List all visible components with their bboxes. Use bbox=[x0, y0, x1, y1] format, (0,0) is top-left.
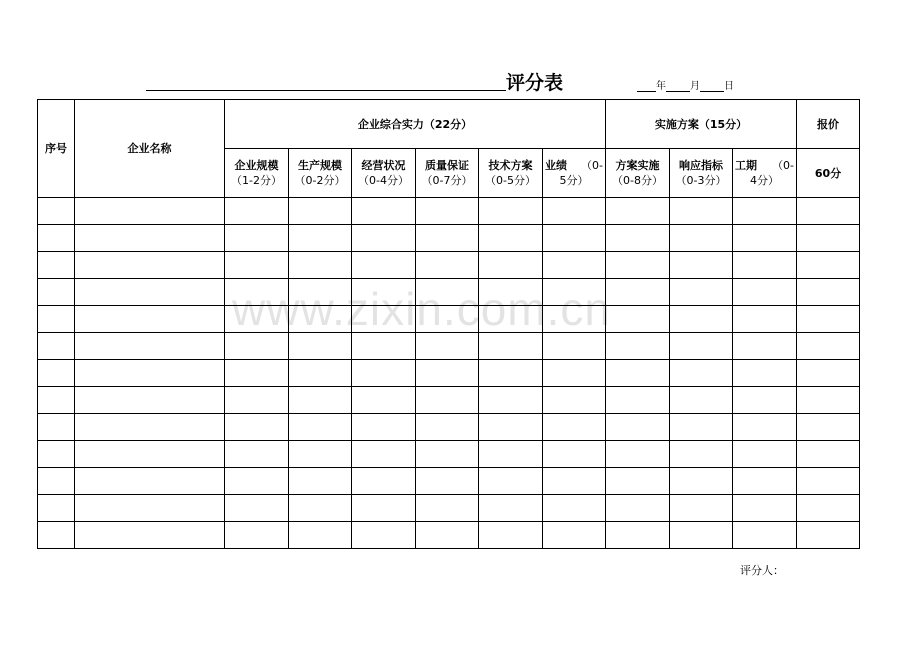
table-cell[interactable] bbox=[797, 198, 860, 225]
table-cell[interactable] bbox=[416, 414, 479, 441]
table-cell[interactable] bbox=[606, 360, 670, 387]
table-cell[interactable] bbox=[797, 252, 860, 279]
table-cell[interactable] bbox=[543, 414, 606, 441]
table-cell[interactable] bbox=[289, 495, 352, 522]
table-cell[interactable] bbox=[75, 225, 225, 252]
date-field bbox=[637, 77, 734, 92]
table-cell[interactable] bbox=[797, 441, 860, 468]
table-cell[interactable] bbox=[225, 225, 289, 252]
table-cell[interactable] bbox=[289, 522, 352, 549]
table-cell[interactable] bbox=[797, 414, 860, 441]
sub-header-scale: 企业规模 （1-2分） bbox=[225, 149, 289, 198]
table-cell[interactable] bbox=[38, 468, 75, 495]
table-cell[interactable] bbox=[75, 333, 225, 360]
sub-header-technical: 技术方案 （0-5分） bbox=[479, 149, 543, 198]
table-cell[interactable] bbox=[75, 252, 225, 279]
table-cell[interactable] bbox=[289, 414, 352, 441]
project-name-blank bbox=[146, 90, 506, 91]
table-cell[interactable] bbox=[352, 198, 416, 225]
table-cell[interactable] bbox=[543, 225, 606, 252]
table-cell[interactable] bbox=[38, 495, 75, 522]
table-cell[interactable] bbox=[733, 252, 797, 279]
table-cell[interactable] bbox=[289, 387, 352, 414]
table-cell[interactable] bbox=[225, 252, 289, 279]
table-cell[interactable] bbox=[606, 522, 670, 549]
table-cell[interactable] bbox=[543, 441, 606, 468]
table-cell[interactable] bbox=[670, 360, 733, 387]
table-row bbox=[38, 522, 860, 549]
table-cell[interactable] bbox=[479, 522, 543, 549]
table-cell[interactable] bbox=[670, 198, 733, 225]
scorer-label: 评分人： bbox=[740, 564, 784, 577]
table-row bbox=[38, 360, 860, 387]
table-cell[interactable] bbox=[606, 387, 670, 414]
table-cell[interactable] bbox=[225, 387, 289, 414]
table-cell[interactable] bbox=[352, 495, 416, 522]
table-cell[interactable] bbox=[797, 360, 860, 387]
table-row bbox=[38, 441, 860, 468]
table-cell[interactable] bbox=[543, 468, 606, 495]
table-cell[interactable] bbox=[543, 495, 606, 522]
table-cell[interactable] bbox=[606, 495, 670, 522]
table-cell[interactable] bbox=[289, 252, 352, 279]
table-row bbox=[38, 252, 860, 279]
table-cell[interactable] bbox=[225, 414, 289, 441]
table-cell[interactable] bbox=[352, 468, 416, 495]
table-cell[interactable] bbox=[416, 522, 479, 549]
table-cell[interactable] bbox=[75, 306, 225, 333]
year-blank bbox=[637, 80, 656, 92]
table-cell[interactable] bbox=[75, 387, 225, 414]
table-cell[interactable] bbox=[225, 360, 289, 387]
table-cell[interactable] bbox=[479, 495, 543, 522]
table-cell[interactable] bbox=[289, 225, 352, 252]
table-cell[interactable] bbox=[606, 252, 670, 279]
group-header-plan: 实施方案（15分） bbox=[606, 100, 797, 149]
sub-header-implementation: 方案实施 （0-8分） bbox=[606, 149, 670, 198]
table-cell[interactable] bbox=[416, 360, 479, 387]
table-cell[interactable] bbox=[797, 522, 860, 549]
table-cell[interactable] bbox=[797, 225, 860, 252]
month-blank bbox=[666, 80, 690, 92]
table-cell[interactable] bbox=[38, 387, 75, 414]
table-cell[interactable] bbox=[733, 414, 797, 441]
table-cell[interactable] bbox=[606, 333, 670, 360]
form-title: 评分表 bbox=[506, 72, 564, 94]
table-cell[interactable] bbox=[479, 468, 543, 495]
table-cell[interactable] bbox=[543, 198, 606, 225]
table-cell[interactable] bbox=[606, 198, 670, 225]
table-cell[interactable] bbox=[289, 333, 352, 360]
table-row bbox=[38, 495, 860, 522]
table-cell[interactable] bbox=[733, 306, 797, 333]
table-cell[interactable] bbox=[479, 252, 543, 279]
table-cell[interactable] bbox=[75, 468, 225, 495]
table-cell[interactable] bbox=[670, 225, 733, 252]
table-row bbox=[38, 198, 860, 225]
table-cell[interactable] bbox=[416, 225, 479, 252]
table-cell[interactable] bbox=[38, 252, 75, 279]
watermark: www.zixin.com.cn bbox=[232, 283, 611, 335]
year-label: 年 bbox=[656, 81, 666, 92]
table-cell[interactable] bbox=[38, 414, 75, 441]
table-cell[interactable] bbox=[225, 522, 289, 549]
table-cell[interactable] bbox=[606, 306, 670, 333]
table-cell[interactable] bbox=[479, 414, 543, 441]
table-cell[interactable] bbox=[225, 198, 289, 225]
price-score-header: 60分 bbox=[797, 149, 860, 198]
table-cell[interactable] bbox=[797, 387, 860, 414]
table-cell[interactable] bbox=[225, 495, 289, 522]
table-cell[interactable] bbox=[797, 333, 860, 360]
table-cell[interactable] bbox=[733, 225, 797, 252]
table-cell[interactable] bbox=[352, 225, 416, 252]
table-cell[interactable] bbox=[352, 387, 416, 414]
table-cell[interactable] bbox=[606, 279, 670, 306]
col-header-company: 企业名称 bbox=[75, 100, 225, 198]
table-cell[interactable] bbox=[479, 441, 543, 468]
table-cell[interactable] bbox=[733, 333, 797, 360]
table-cell[interactable] bbox=[38, 333, 75, 360]
table-cell[interactable] bbox=[733, 522, 797, 549]
sub-header-performance: 业绩 （0- 5分） bbox=[543, 149, 606, 198]
table-cell[interactable] bbox=[352, 441, 416, 468]
table-cell[interactable] bbox=[479, 198, 543, 225]
table-cell[interactable] bbox=[670, 468, 733, 495]
table-cell[interactable] bbox=[352, 522, 416, 549]
table-cell[interactable] bbox=[225, 333, 289, 360]
table-cell[interactable] bbox=[416, 198, 479, 225]
table-cell[interactable] bbox=[670, 441, 733, 468]
table-cell[interactable] bbox=[543, 387, 606, 414]
table-cell[interactable] bbox=[75, 279, 225, 306]
table-cell[interactable] bbox=[416, 468, 479, 495]
sub-header-quality: 质量保证 （0-7分） bbox=[416, 149, 479, 198]
table-cell[interactable] bbox=[606, 225, 670, 252]
table-cell[interactable] bbox=[38, 198, 75, 225]
sub-header-production: 生产规模 （0-2分） bbox=[289, 149, 352, 198]
table-cell[interactable] bbox=[670, 252, 733, 279]
table-cell[interactable] bbox=[670, 495, 733, 522]
table-cell[interactable] bbox=[733, 198, 797, 225]
table-cell[interactable] bbox=[479, 387, 543, 414]
table-cell[interactable] bbox=[416, 441, 479, 468]
col-header-price: 报价 bbox=[797, 100, 860, 149]
table-cell[interactable] bbox=[416, 252, 479, 279]
sub-header-operation: 经营状况 （0-4分） bbox=[352, 149, 416, 198]
table-cell[interactable] bbox=[670, 279, 733, 306]
table-cell[interactable] bbox=[797, 468, 860, 495]
table-cell[interactable] bbox=[670, 306, 733, 333]
table-cell[interactable] bbox=[352, 252, 416, 279]
table-cell[interactable] bbox=[733, 468, 797, 495]
day-blank bbox=[700, 80, 724, 92]
table-cell[interactable] bbox=[75, 198, 225, 225]
table-cell[interactable] bbox=[38, 225, 75, 252]
table-cell[interactable] bbox=[352, 333, 416, 360]
table-cell[interactable] bbox=[416, 333, 479, 360]
table-cell[interactable] bbox=[38, 360, 75, 387]
table-cell[interactable] bbox=[289, 468, 352, 495]
table-cell[interactable] bbox=[38, 279, 75, 306]
table-cell[interactable] bbox=[75, 441, 225, 468]
table-row bbox=[38, 468, 860, 495]
table-cell[interactable] bbox=[352, 360, 416, 387]
sub-header-response: 响应指标 （0-3分） bbox=[670, 149, 733, 198]
table-cell[interactable] bbox=[543, 333, 606, 360]
day-label: 日 bbox=[724, 81, 734, 92]
col-header-no: 序号 bbox=[38, 100, 75, 198]
table-cell[interactable] bbox=[289, 198, 352, 225]
table-cell[interactable] bbox=[416, 495, 479, 522]
header-row-1 bbox=[38, 100, 860, 149]
table-body bbox=[38, 198, 860, 549]
table-cell[interactable] bbox=[670, 333, 733, 360]
table-cell[interactable] bbox=[733, 495, 797, 522]
table-cell[interactable] bbox=[670, 387, 733, 414]
table-cell[interactable] bbox=[352, 414, 416, 441]
table-cell[interactable] bbox=[606, 468, 670, 495]
month-label: 月 bbox=[690, 81, 700, 92]
table-cell[interactable] bbox=[38, 522, 75, 549]
table-row bbox=[38, 414, 860, 441]
table-cell[interactable] bbox=[670, 414, 733, 441]
table-cell[interactable] bbox=[75, 360, 225, 387]
table-cell[interactable] bbox=[479, 333, 543, 360]
table-cell[interactable] bbox=[75, 495, 225, 522]
table-row bbox=[38, 387, 860, 414]
table-cell[interactable] bbox=[289, 441, 352, 468]
table-cell[interactable] bbox=[733, 441, 797, 468]
table-cell[interactable] bbox=[606, 441, 670, 468]
table-cell[interactable] bbox=[225, 468, 289, 495]
table-cell[interactable] bbox=[797, 279, 860, 306]
table-cell[interactable] bbox=[38, 441, 75, 468]
table-cell[interactable] bbox=[797, 306, 860, 333]
table-cell[interactable] bbox=[733, 360, 797, 387]
table-cell[interactable] bbox=[606, 414, 670, 441]
table-cell[interactable] bbox=[416, 387, 479, 414]
group-header-strength: 企业综合实力（22分） bbox=[225, 100, 606, 149]
table-row bbox=[38, 333, 860, 360]
table-cell[interactable] bbox=[670, 522, 733, 549]
table-cell[interactable] bbox=[479, 225, 543, 252]
table-cell[interactable] bbox=[797, 495, 860, 522]
table-cell[interactable] bbox=[733, 279, 797, 306]
table-row bbox=[38, 225, 860, 252]
table-cell[interactable] bbox=[733, 387, 797, 414]
table-cell[interactable] bbox=[75, 522, 225, 549]
table-cell[interactable] bbox=[479, 360, 543, 387]
table-cell[interactable] bbox=[75, 414, 225, 441]
table-cell[interactable] bbox=[543, 522, 606, 549]
table-cell[interactable] bbox=[225, 441, 289, 468]
table-cell[interactable] bbox=[543, 252, 606, 279]
sub-header-duration: 工期 （0- 4分） bbox=[733, 149, 797, 198]
table-cell[interactable] bbox=[38, 306, 75, 333]
table-cell[interactable] bbox=[543, 360, 606, 387]
table-cell[interactable] bbox=[289, 360, 352, 387]
